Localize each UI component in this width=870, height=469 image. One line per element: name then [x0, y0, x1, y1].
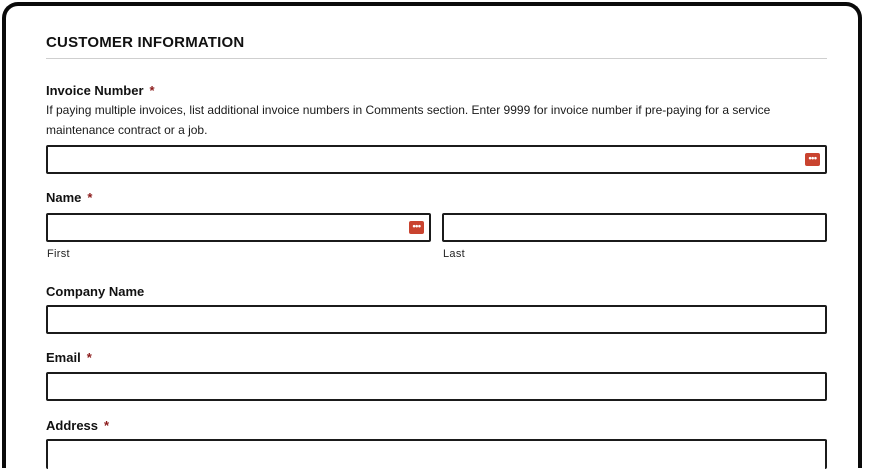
- invoice-number-help: If paying multiple invoices, list additional invoice numbers in Comments section. Enter 9999 for invoice number if pre-paying for a service maintenance contract or a job.: [46, 103, 771, 137]
- required-marker: *: [149, 83, 155, 98]
- first-name-input[interactable]: [48, 215, 429, 240]
- last-name-field[interactable]: [442, 213, 827, 242]
- password-manager-icon[interactable]: •••: [409, 221, 424, 234]
- company-name-input[interactable]: [48, 307, 825, 332]
- name-label-text: Name: [46, 190, 82, 205]
- name-label: [46, 190, 92, 205]
- invoice-number-field[interactable]: [46, 145, 827, 174]
- first-name-sublabel: First: [47, 248, 70, 260]
- password-manager-icon[interactable]: •••: [805, 153, 820, 166]
- email-label-text: Email: [46, 350, 81, 365]
- company-name-field[interactable]: [46, 305, 827, 334]
- email-field[interactable]: [46, 372, 827, 401]
- required-marker: *: [86, 350, 92, 365]
- address-label-text: Address: [46, 418, 99, 433]
- required-marker: *: [87, 190, 93, 205]
- invoice-number-label-text: Invoice Number: [46, 83, 144, 98]
- company-name-label-text: Company Name: [46, 284, 145, 299]
- company-name-label: [46, 284, 144, 299]
- email-input[interactable]: [48, 374, 825, 399]
- address-input[interactable]: [48, 441, 825, 469]
- last-name-sublabel: Last: [443, 248, 465, 260]
- first-name-field[interactable]: [46, 213, 431, 242]
- invoice-number-label: [46, 83, 155, 98]
- address-label: [46, 418, 109, 433]
- section-title: CUSTOMER INFORMATION: [46, 34, 245, 51]
- email-label: [46, 350, 92, 365]
- section-divider: [46, 58, 827, 59]
- last-name-input[interactable]: [444, 215, 825, 240]
- required-marker: *: [104, 418, 110, 433]
- address-field[interactable]: [46, 439, 827, 469]
- invoice-number-input[interactable]: [48, 147, 825, 172]
